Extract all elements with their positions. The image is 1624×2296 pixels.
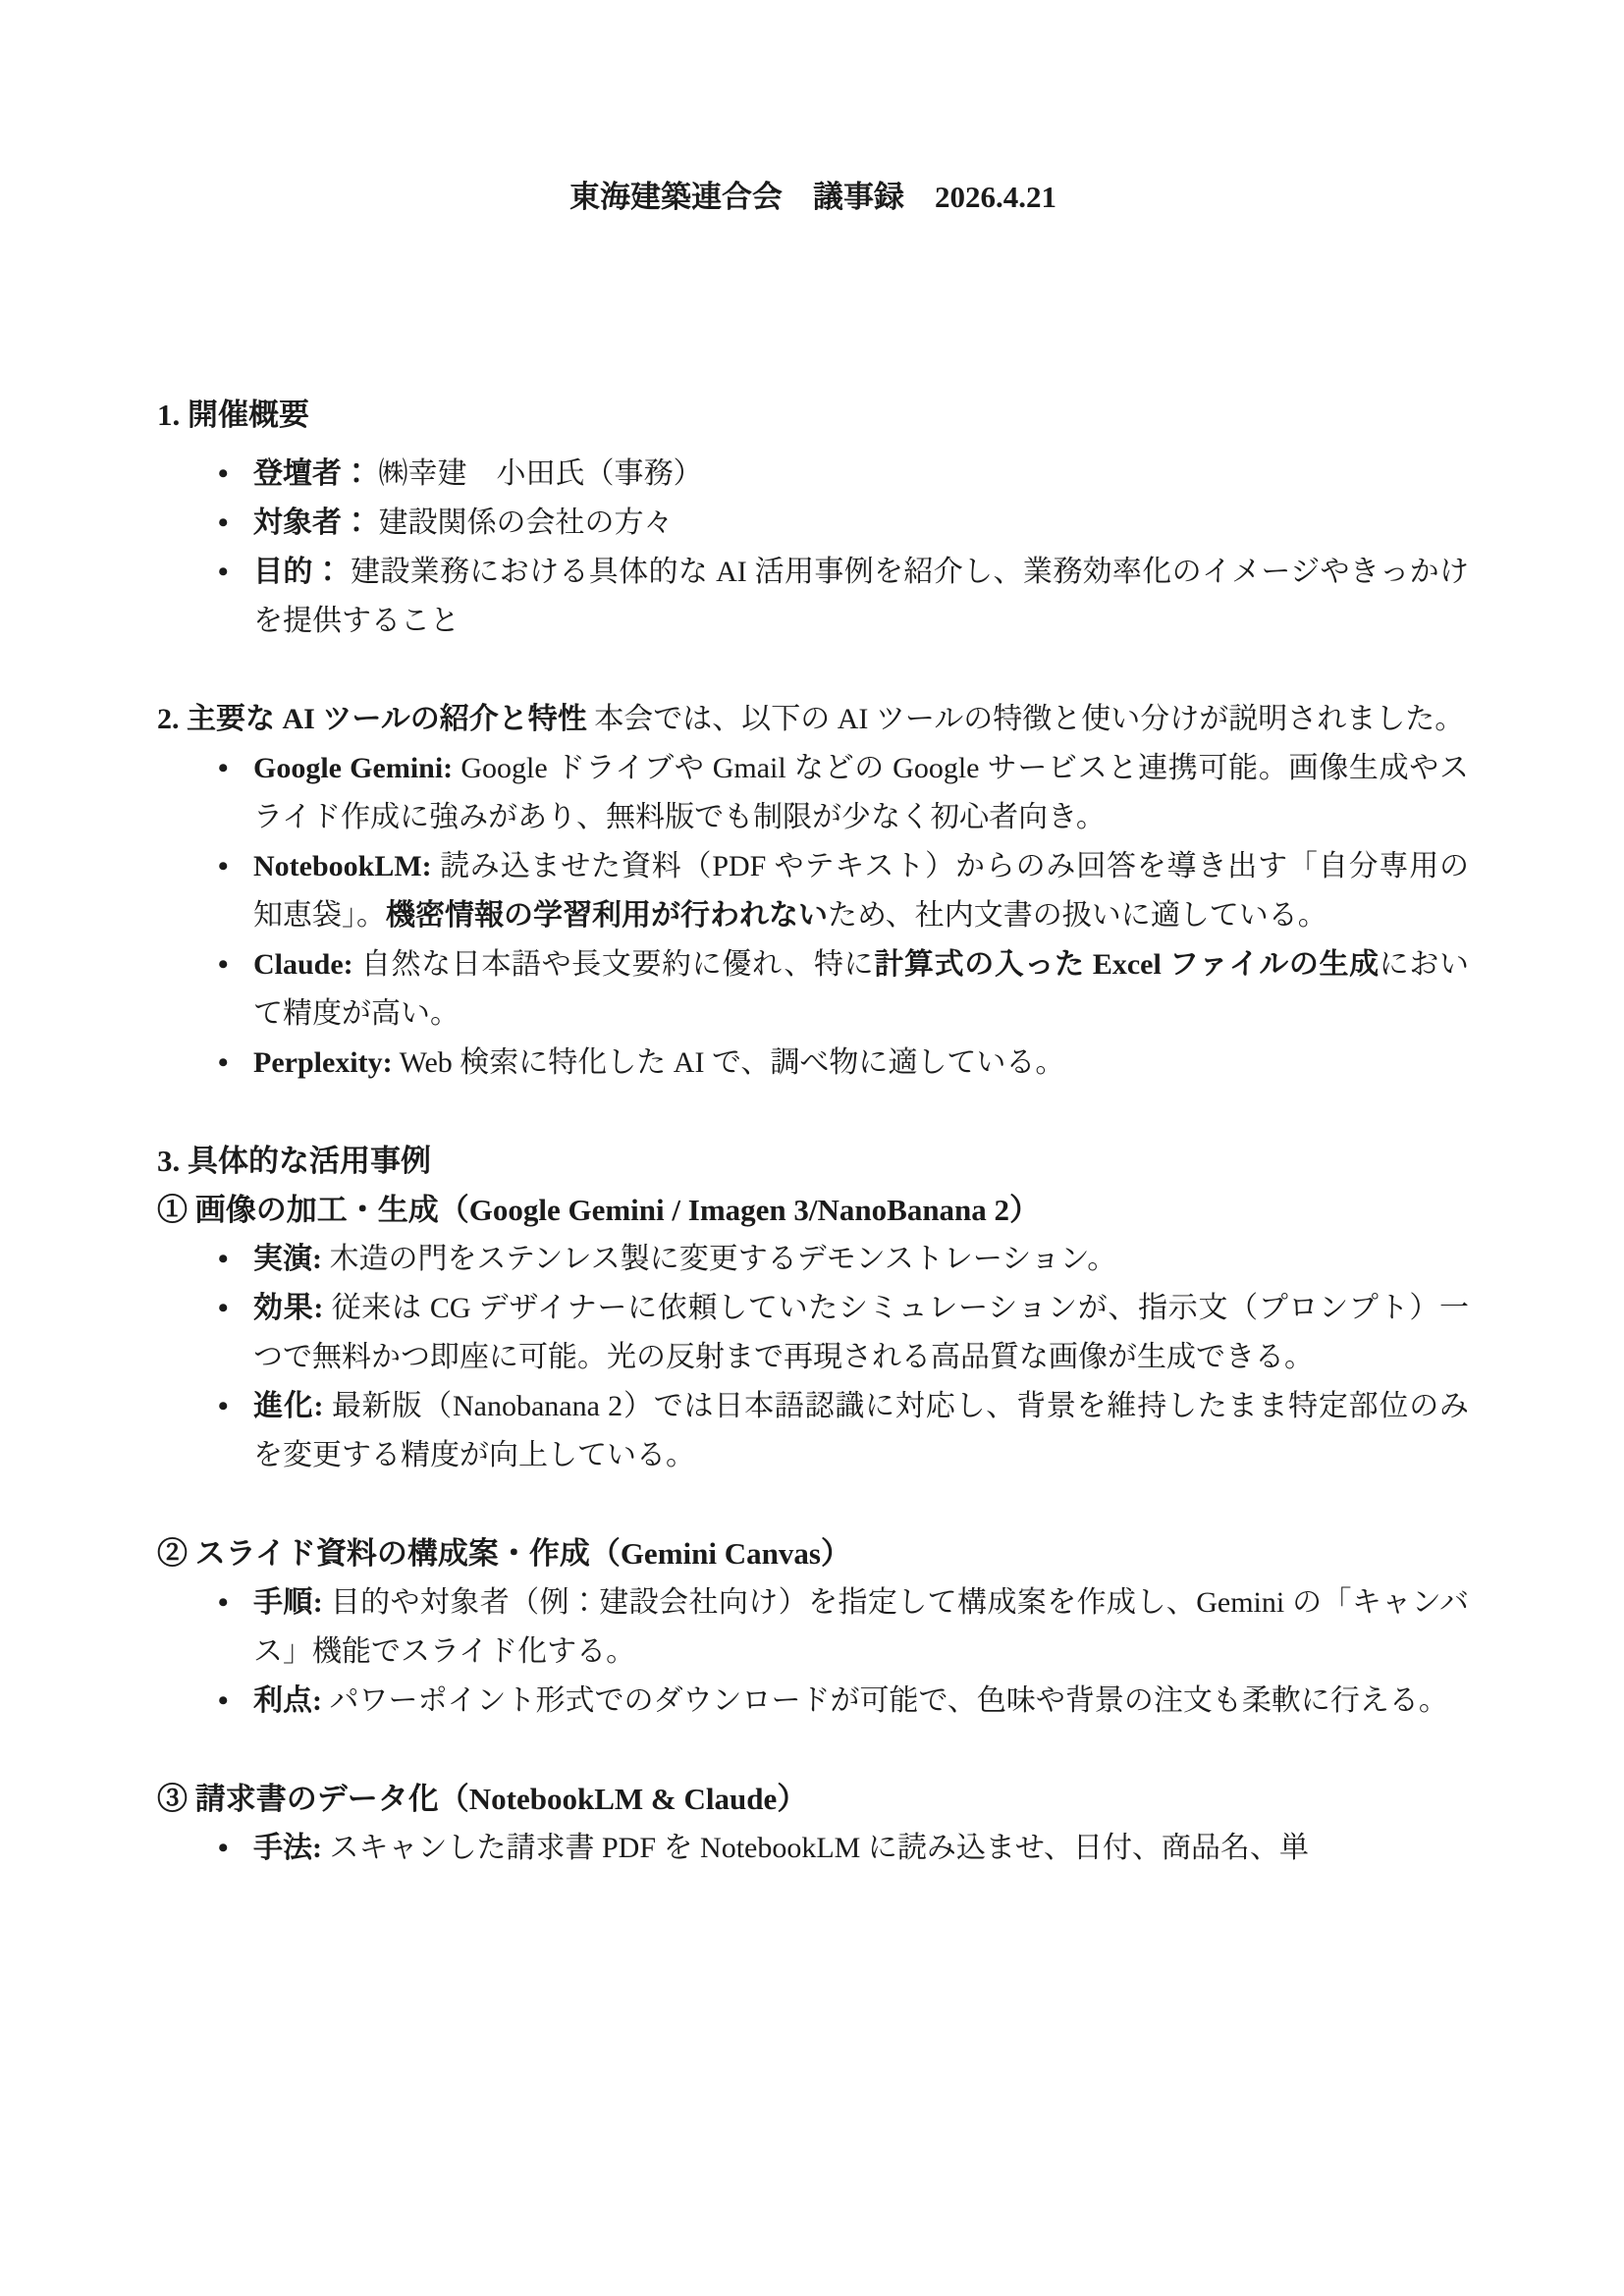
section-2-list	[157, 744, 1469, 1088]
bullet-label: 利点:	[253, 1684, 322, 1717]
bullet-text: において精度が高い。	[253, 948, 1470, 1030]
bullet-text: ㈱幸建 小田氏（事務）	[378, 457, 703, 490]
bullet-text-emphasis: 機密情報の学習利用が行われない	[386, 899, 828, 932]
bullet-text: ため、社内文書の扱いに適している。	[828, 899, 1327, 932]
bullet-text: 建設業務における具体的な AI 活用事例を紹介し、業務効率化のイメージやきっかけを提供すること	[253, 556, 1469, 637]
list-item-evolution	[157, 1382, 1469, 1480]
bullet-text: 最新版（Nanobanana 2）では日本語認識に対応し、背景を維持したまま特定部位のみを変更する精度が向上している。	[253, 1390, 1469, 1471]
list-item-perplexity	[157, 1039, 1469, 1088]
bullet-text: スキャンした請求書 PDF を NotebookLM に読み込ませ、日付、商品名、単	[329, 1832, 1309, 1864]
bullet-text-emphasis: 計算式の入った Excel ファイルの生成	[874, 948, 1380, 981]
bullet-label: NotebookLM:	[253, 850, 432, 882]
bullet-label: 対象者：	[253, 507, 371, 539]
bullet-label: Perplexity:	[253, 1046, 393, 1079]
section-2-intro-text: 本会では、以下の AI ツールの特徴と使い分けが説明されました。	[594, 703, 1465, 735]
subsection-3-heading: ③ 請求書のデータ化（NotebookLM & Claude）	[157, 1782, 808, 1816]
section-1-heading: 1. 開催概要	[157, 398, 309, 432]
list-item-purpose	[157, 548, 1469, 646]
section-1-list	[157, 450, 1469, 646]
bullet-label: 効果:	[253, 1292, 324, 1324]
bullet-text: 目的や対象者（例：建設会社向け）を指定して構成案を作成し、Gemini の「キャンバス」機能でスライド化する。	[253, 1586, 1470, 1668]
section-2-heading: 2. 主要な AI ツールの紹介と特性	[157, 703, 587, 735]
bullet-label: Claude:	[253, 948, 353, 981]
subsection-1-heading: ① 画像の加工・生成（Google Gemini / Imagen 3/NanoBanana 2）	[157, 1193, 1041, 1227]
list-item-demo	[157, 1235, 1469, 1284]
document-content	[157, 0, 1469, 1873]
bullet-label: 手順:	[253, 1586, 323, 1619]
bullet-text: パワーポイント形式でのダウンロードが可能で、色味や背景の注文も柔軟に行える。	[329, 1684, 1448, 1717]
list-item-audience	[157, 499, 1469, 548]
list-item-notebooklm	[157, 842, 1469, 940]
section-3-heading: 3. 具体的な活用事例	[157, 1144, 431, 1178]
section-2-intro	[157, 695, 1469, 744]
list-item-google-gemini	[157, 744, 1469, 842]
bullet-label: 手法:	[253, 1832, 322, 1864]
bullet-text: 読み込ませた資料（PDF やテキスト）からのみ回答を導き出す「自分専用の知恵袋」。	[253, 850, 1470, 932]
list-item-method	[157, 1824, 1469, 1873]
subsection-3-list	[157, 1824, 1469, 1873]
bullet-text: Google ドライブや Gmail などの Google サービスと連携可能。画像生成やスライド作成に強みがあり、無料版でも制限が少なく初心者向き。	[253, 752, 1469, 833]
bullet-text: 建設関係の会社の方々	[378, 507, 674, 539]
list-item-speaker	[157, 450, 1469, 499]
subsection-2-heading: ② スライド資料の構成案・作成（Gemini Canvas）	[157, 1536, 851, 1571]
bullet-label: 目的：	[253, 556, 344, 588]
list-item-advantage	[157, 1677, 1469, 1726]
bullet-label: Google Gemini:	[253, 752, 454, 784]
bullet-label: 実演:	[253, 1243, 322, 1275]
bullet-text: 自然な日本語や長文要約に優れ、特に	[360, 948, 875, 981]
list-item-procedure	[157, 1578, 1469, 1677]
subsection-1-list	[157, 1235, 1469, 1480]
document-title: 東海建築連合会 議事録 2026.4.21	[569, 180, 1056, 214]
bullet-label: 登壇者：	[253, 457, 371, 490]
subsection-2-list	[157, 1578, 1469, 1726]
bullet-text: 木造の門をステンレス製に変更するデモンストレーション。	[329, 1243, 1117, 1275]
list-item-claude	[157, 940, 1469, 1039]
bullet-text: 従来は CG デザイナーに依頼していたシミュレーションが、指示文（プロンプト）一つで無料かつ即座に可能。光の反射まで再現される高品質な画像が生成できる。	[253, 1292, 1470, 1373]
bullet-label: 進化:	[253, 1390, 324, 1422]
list-item-effect	[157, 1284, 1469, 1382]
bullet-text: Web 検索に特化した AI で、調べ物に適している。	[399, 1046, 1065, 1079]
